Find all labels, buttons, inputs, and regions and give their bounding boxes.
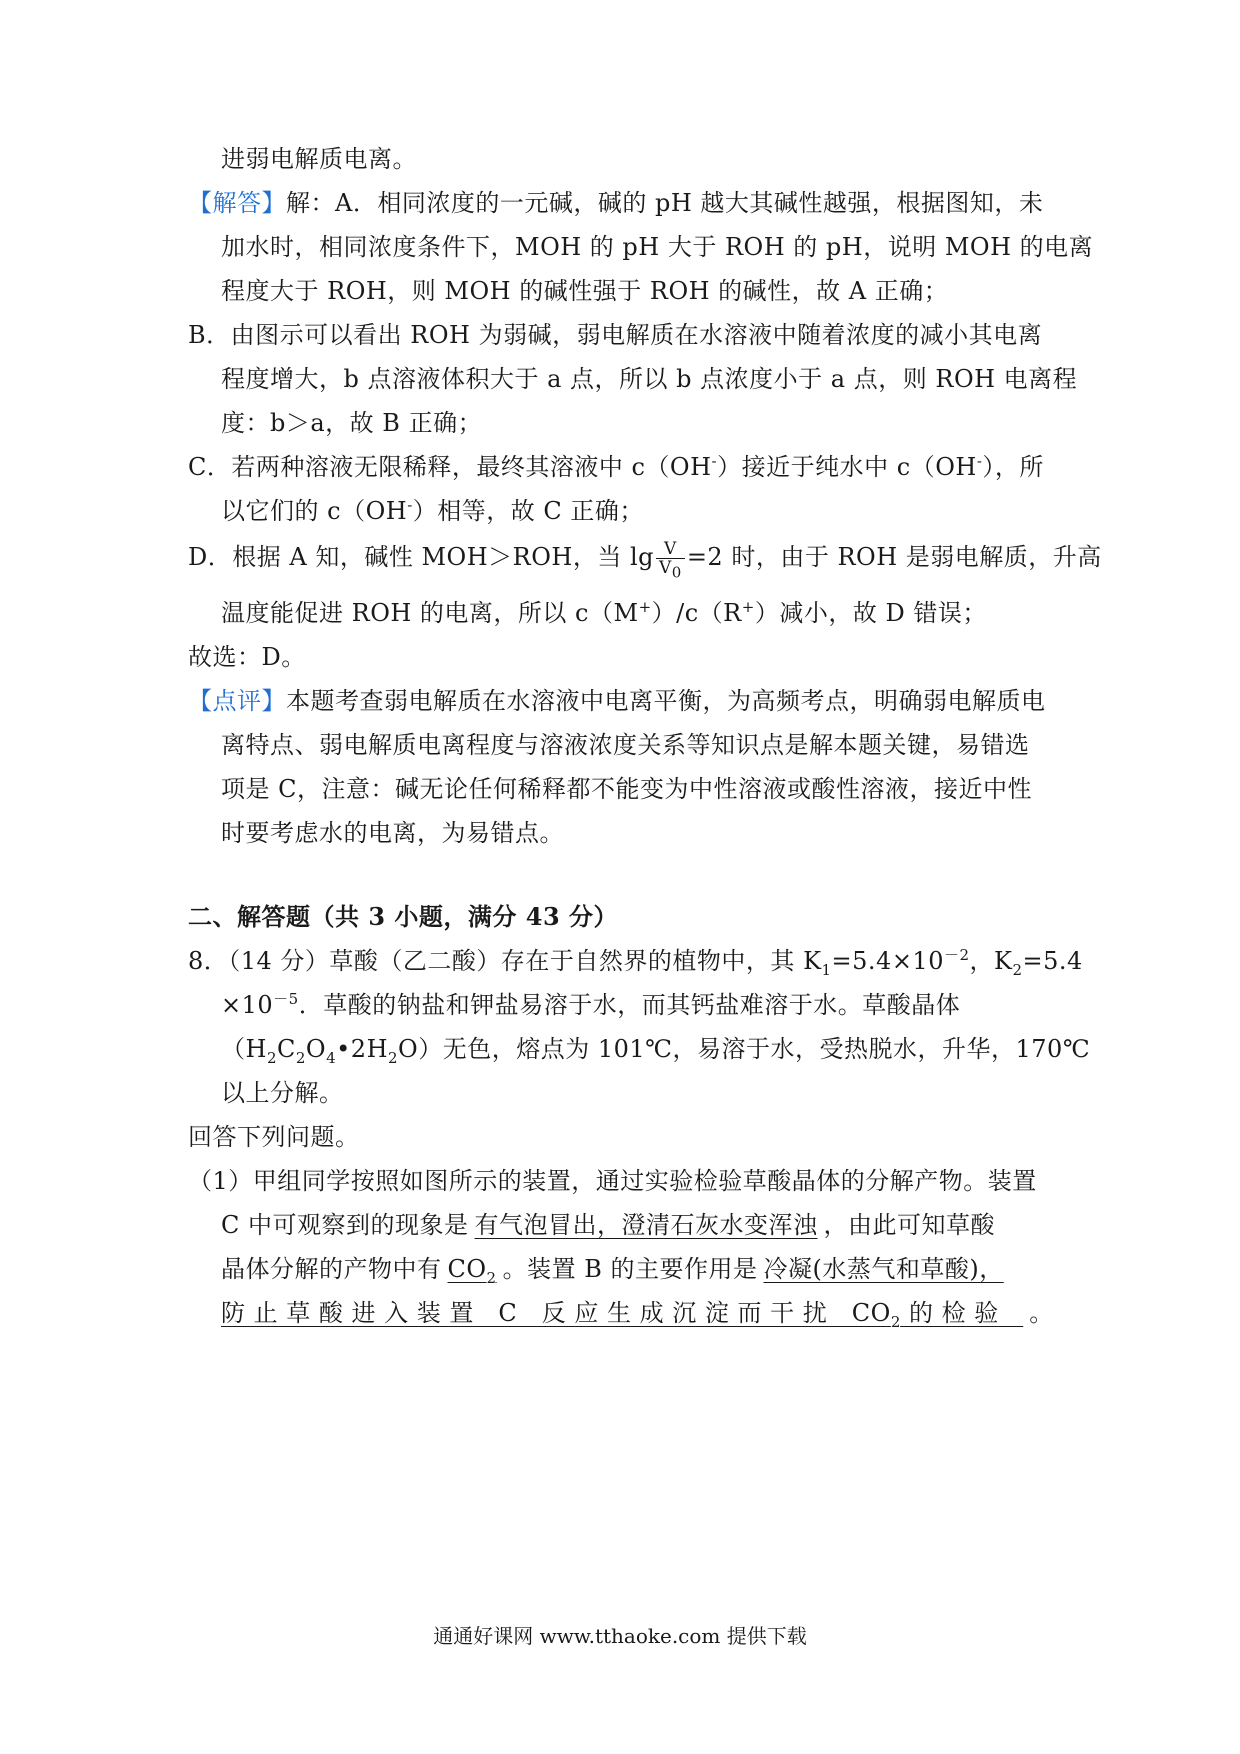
text-line: 项是 C，注意：碱无论任何稀释都不能变为中性溶液或酸性溶液，接近中性 (221, 775, 1032, 803)
answer-blank: $CO_2$ (447, 1255, 497, 1287)
answer-line: 【解答】解：A．相同浓度的一元碱，碱的 pH 越大其碱性越强，根据图知，未 (188, 189, 1044, 217)
answer-blank: 防 止 草 酸 进 入 装 置 C 反 应 生 成 沉 淀 而 干 扰 $CO_2$ 的 检 验 (221, 1299, 999, 1331)
comment-label: 【点评】 (188, 687, 286, 715)
answer-blank: 有气泡冒出，澄清石灰水变浑浊 (474, 1211, 818, 1239)
fraction: $\frac{V}{V_0}$ (656, 540, 685, 577)
text-line: 温度能促进 ROH 的电离，所以 c（M+）/c（R+）减小，故 D 错误； (221, 598, 987, 627)
question-prompt: 回答下列问题。 (188, 1123, 360, 1151)
question-line: 以上分解。 (221, 1079, 344, 1107)
text-line: 时要考虑水的电离，为易错点。 (221, 819, 564, 847)
section-heading: 二、解答题（共 3 小题，满分 43 分） (188, 902, 619, 931)
page-footer: 通通好课网 www.tthaoke.com 提供下载 (433, 1624, 807, 1648)
text-line: 度：b＞a，故 B 正确； (221, 409, 483, 437)
text-line: 故选：D。 (188, 643, 306, 671)
text-line: 加水时，相同浓度条件下，MOH 的 pH 大于 ROH 的 pH，说明 MOH 的电离 (221, 233, 1094, 261)
question-line: $(H_2C_2O_4•2H_2O)$无色，熔点为 101℃，易溶于水，受热脱水，升华，170℃ (221, 1035, 1091, 1067)
sub-question: 防 止 草 酸 进 入 装 置 C 反 应 生 成 沉 淀 而 干 扰 $CO_2$ 的 检 验 。 (221, 1299, 1054, 1331)
text-line: 离特点、弱电解质电离程度与溶液浓度关系等知识点是解本题关键，易错选 (221, 731, 1030, 759)
text-line: D．根据 A 知，碱性 MOH＞ROH，当 lg $\frac{V}{V_0}$ =2 时，由于 ROH 是弱电解质，升高 (188, 539, 1102, 582)
question-line: $\times 10^{-5}$．草酸的钠盐和钾盐易溶于水，而其钙盐难溶于水。草酸晶体 (221, 990, 961, 1019)
text-line: 以它们的 c（OH-）相等，故 C 正确； (221, 496, 644, 525)
answer-label: 【解答】 (188, 189, 286, 217)
question-line: 8．（14 分）草酸（乙二酸）存在于自然界的植物中，其 $K_1=5.4\times 10^{-2}$，$K_2=5.4$ (188, 946, 1083, 979)
sub-question: 晶体分解的产物中有 $CO_2$ 。装置 B 的主要作用是 冷凝(水蒸气和草酸)， (221, 1252, 1010, 1286)
answer-blank: 冷凝(水蒸气和草酸)， (763, 1255, 1004, 1283)
text-line: C．若两种溶液无限稀释，最终其溶液中 c（OH-）接近于纯水中 c（OH-），所 (188, 452, 1044, 481)
text-line: B．由图示可以看出 ROH 为弱碱，弱电解质在水溶液中随着浓度的减小其电离 (188, 321, 1043, 349)
comment-line: 【点评】本题考查弱电解质在水溶液中电离平衡，为高频考点，明确弱电解质电 (188, 687, 1046, 715)
text-line: 程度大于 ROH，则 MOH 的碱性强于 ROH 的碱性，故 A 正确； (221, 277, 949, 305)
text-line: 程度增大，b 点溶液体积大于 a 点，所以 b 点浓度小于 a 点，则 ROH 电离程 (221, 365, 1078, 393)
sub-question: C 中可观察到的现象是 有气泡冒出，澄清石灰水变浑浊 ，由此可知草酸 (221, 1211, 995, 1239)
sub-question: （1）甲组同学按照如图所示的装置，通过实验检验草酸晶体的分解产物。装置 (188, 1167, 1037, 1195)
text-line: 进弱电解质电离。 (221, 145, 417, 173)
